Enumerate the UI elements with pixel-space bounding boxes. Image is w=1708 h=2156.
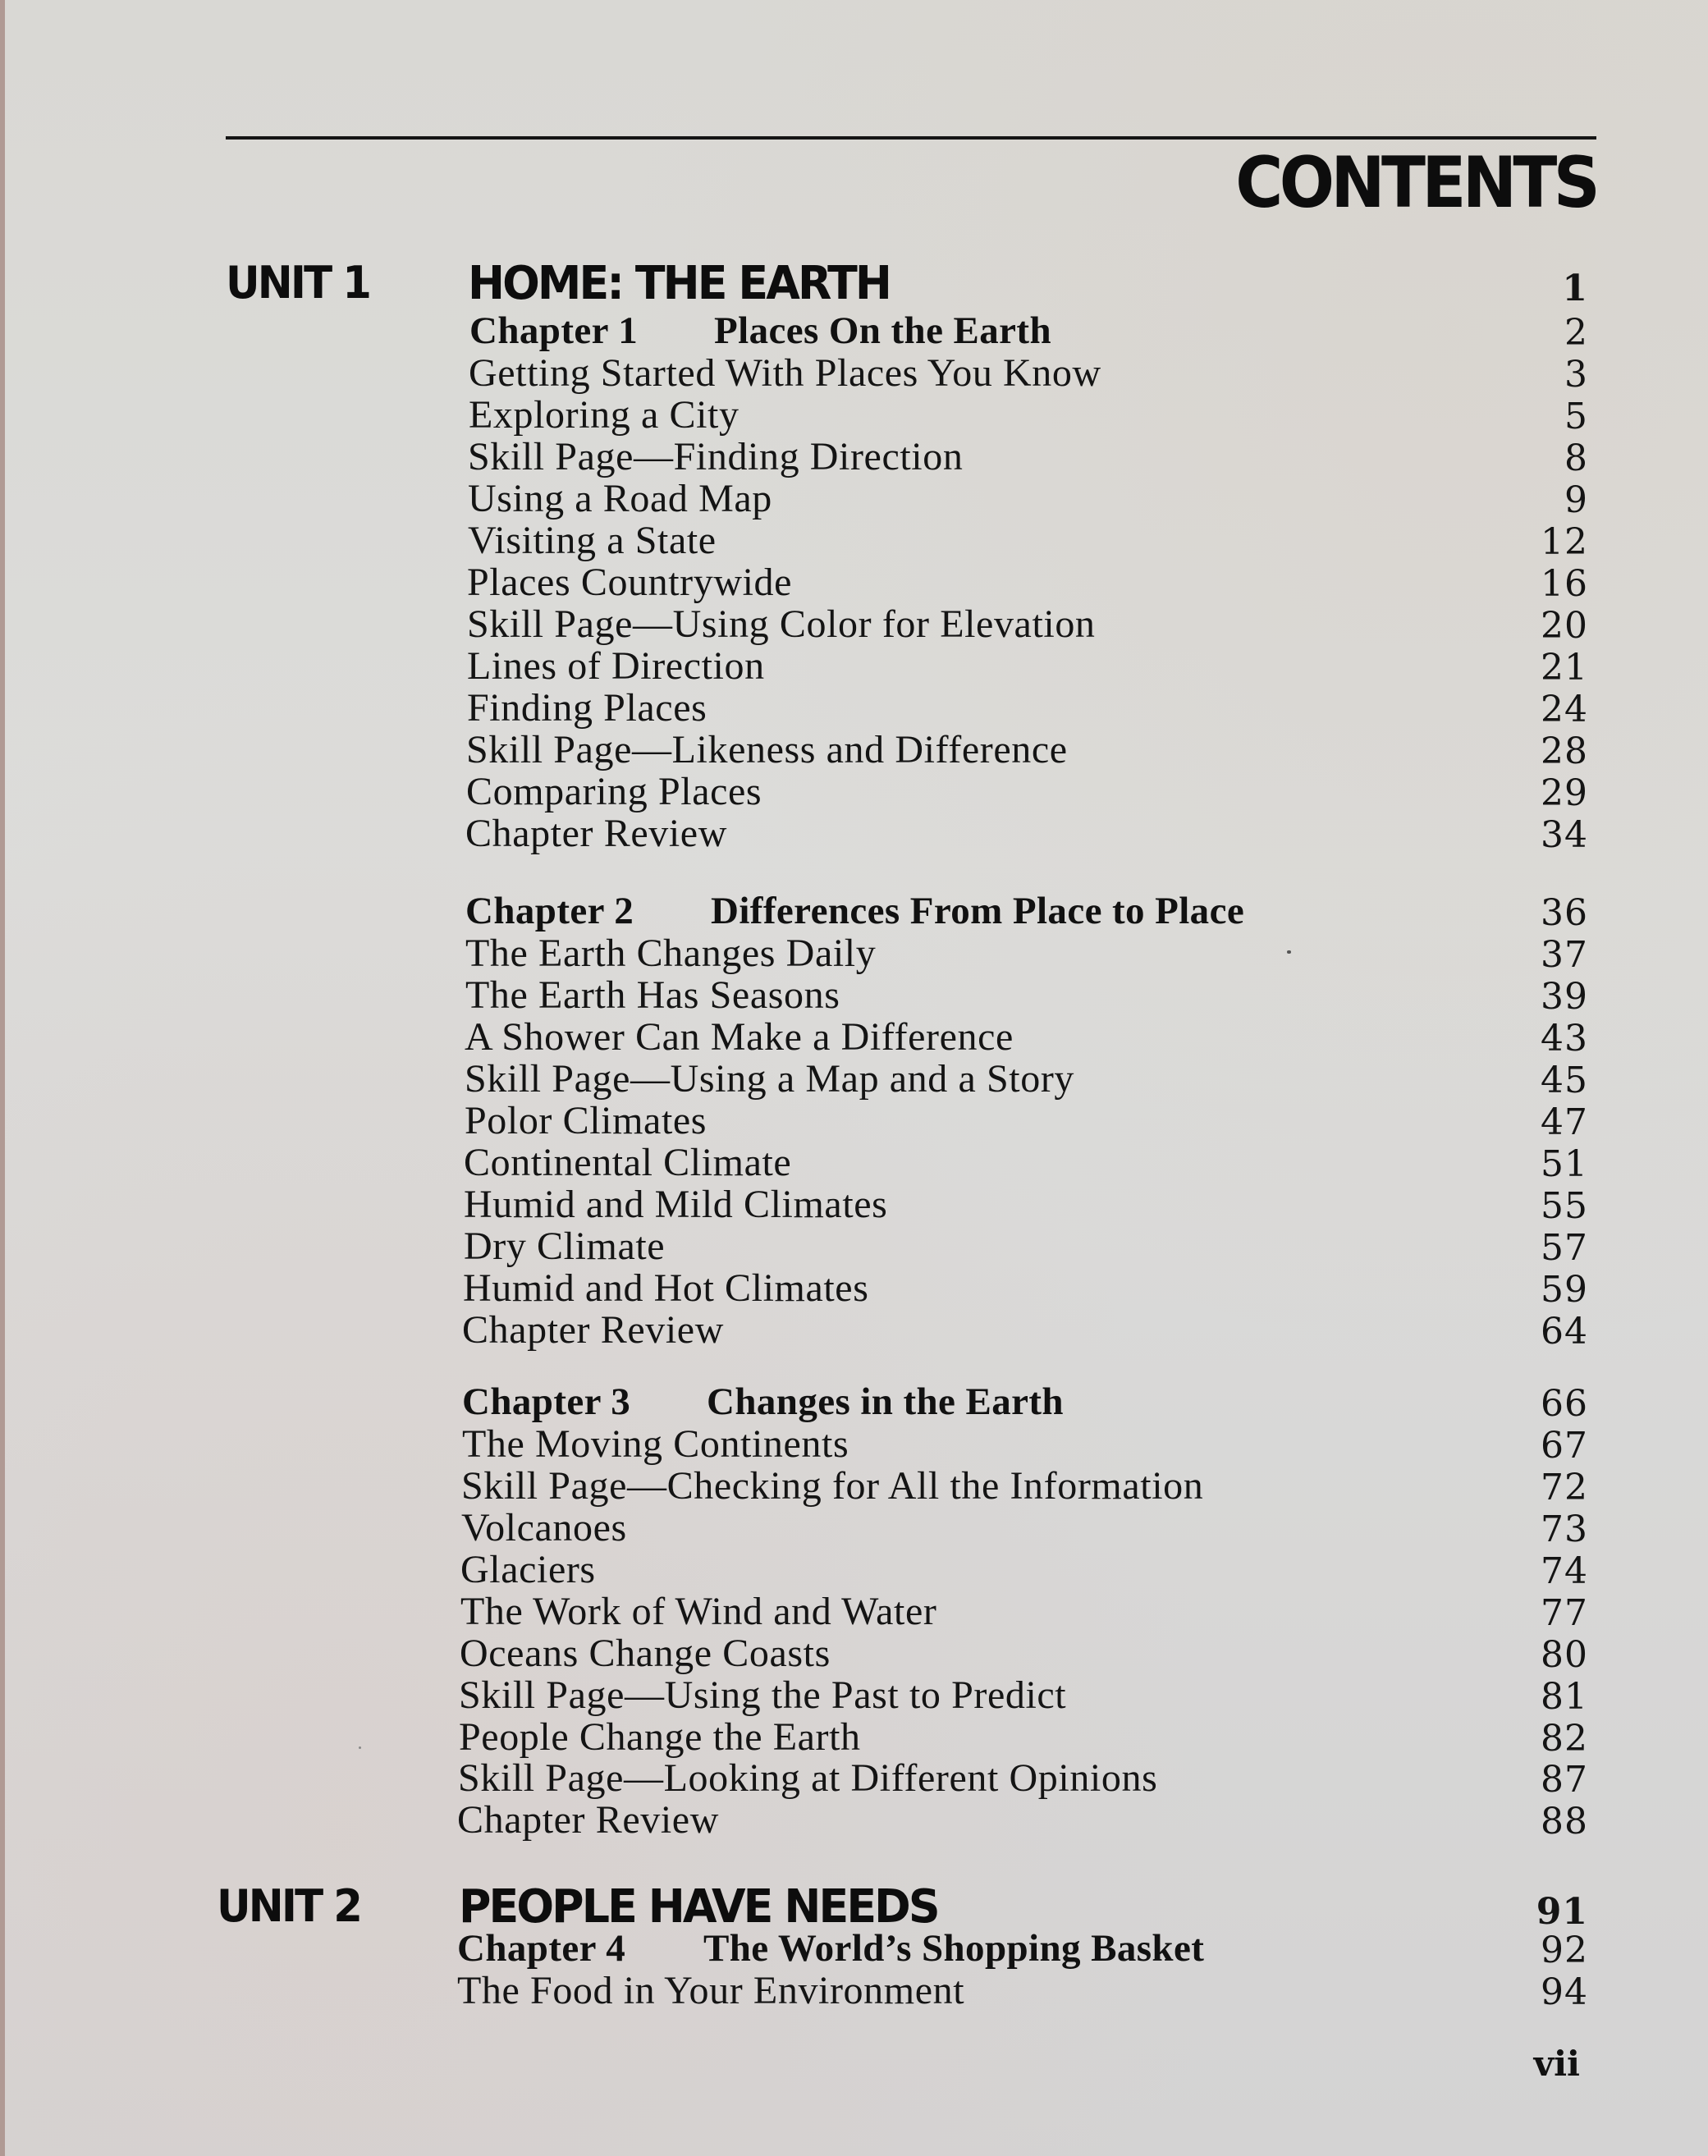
page-number: 87 <box>1541 1759 1588 1801</box>
entry-title: Getting Started With Places You Know <box>469 351 1101 395</box>
page-number: 66 <box>1541 1383 1588 1425</box>
page-number: 47 <box>1541 1101 1588 1143</box>
page-number: 67 <box>1541 1425 1588 1467</box>
page-number: 21 <box>1541 647 1588 689</box>
page-number: 94 <box>1541 1971 1588 2013</box>
page-number: 77 <box>1541 1592 1588 1634</box>
entry-title: The Earth Has Seasons <box>465 973 840 1017</box>
chapter-title: Changes in the Earth <box>707 1380 1064 1423</box>
toc-entry[interactable] <box>0 1715 1708 1760</box>
page-number: 37 <box>1541 934 1588 976</box>
page-number: 12 <box>1541 521 1588 563</box>
entry-title: The Food in Your Environment <box>457 1969 965 2012</box>
page-number: 74 <box>1541 1550 1588 1592</box>
page-number: 36 <box>1541 892 1588 934</box>
toc-entry[interactable] <box>0 1592 1708 1635</box>
page-number: 82 <box>1541 1718 1588 1760</box>
page-number: 55 <box>1541 1185 1588 1227</box>
page-number: 57 <box>1541 1227 1588 1269</box>
entry-title: Using a Road Map <box>468 477 772 520</box>
entry-title: The Moving Continents <box>462 1422 849 1466</box>
toc-entry[interactable] <box>0 393 1708 438</box>
entry-title: Skill Page—Using a Map and a Story <box>465 1057 1075 1101</box>
toc-entry[interactable] <box>0 1143 1708 1186</box>
entry-title: Visiting a State <box>468 519 717 562</box>
entry-title: Skill Page—Likeness and Difference <box>466 728 1068 771</box>
page-number: 73 <box>1541 1508 1588 1550</box>
toc-entry[interactable] <box>0 1971 1708 2014</box>
toc-entry[interactable] <box>0 1266 1708 1311</box>
entry-title: People Change the Earth <box>459 1715 861 1759</box>
entry-title: Humid and Mild Climates <box>464 1183 888 1226</box>
unit-label: UNIT 1 <box>226 257 370 309</box>
top-rule-divider <box>226 136 1596 140</box>
print-speck <box>359 1746 361 1749</box>
toc-entry[interactable] <box>0 973 1708 1018</box>
page-number: 8 <box>1564 437 1588 479</box>
page-number: 2 <box>1564 312 1588 354</box>
page-number: 20 <box>1541 605 1588 647</box>
toc-entry[interactable] <box>0 1422 1708 1467</box>
chapter-row[interactable] <box>0 309 1708 355</box>
entry-title: Skill Page—Checking for All the Information <box>461 1464 1204 1508</box>
entry-title: Places Countrywide <box>467 561 793 604</box>
chapter-title: The World’s Shopping Basket <box>703 1927 1205 1970</box>
entry-title: Exploring a City <box>469 393 740 437</box>
toc-entry[interactable] <box>0 1224 1708 1270</box>
toc-entry[interactable] <box>0 814 1708 857</box>
entry-title: Dry Climate <box>464 1224 666 1268</box>
page-number: 5 <box>1564 396 1588 437</box>
toc-entry[interactable] <box>0 934 1708 977</box>
print-speck <box>1287 950 1291 954</box>
unit-row[interactable] <box>0 1880 1708 1934</box>
page-number: 1 <box>1562 268 1588 309</box>
toc-entry[interactable] <box>0 1508 1708 1551</box>
entry-title: Skill Page—Looking at Different Opinions <box>458 1756 1158 1800</box>
toc-entry[interactable] <box>0 1798 1708 1843</box>
entry-title: Skill Page—Using the Past to Predict <box>459 1673 1067 1717</box>
toc-entry[interactable] <box>0 437 1708 480</box>
entry-title: Lines of Direction <box>467 644 765 688</box>
page-number: 45 <box>1541 1060 1588 1101</box>
chapter-label: Chapter 4 <box>457 1927 626 1970</box>
entry-title: Skill Page—Using Color for Elevation <box>467 602 1096 646</box>
page-number: 16 <box>1541 563 1588 605</box>
entry-title: Chapter Review <box>457 1798 719 1842</box>
page-number: 9 <box>1564 479 1588 521</box>
entry-title: Skill Page—Finding Direction <box>468 435 964 478</box>
toc-entry[interactable] <box>0 1101 1708 1144</box>
chapter-title: Places On the Earth <box>714 309 1051 352</box>
page-number: 91 <box>1536 1891 1588 1933</box>
entry-title: Polor Climates <box>465 1099 707 1142</box>
toc-entry[interactable] <box>0 644 1708 689</box>
toc-entry[interactable] <box>0 1756 1708 1801</box>
chapter-label: Chapter 2 <box>465 890 634 932</box>
page-number: 3 <box>1564 354 1588 396</box>
chapter-title: Differences From Place to Place <box>711 890 1245 932</box>
entry-title: The Work of Wind and Water <box>460 1590 937 1633</box>
toc-entry[interactable] <box>0 602 1708 648</box>
entry-title: Volcanoes <box>461 1506 627 1549</box>
toc-entry[interactable] <box>0 1015 1708 1060</box>
toc-entry[interactable] <box>0 1464 1708 1509</box>
page-number: 24 <box>1541 689 1588 730</box>
entry-title: Oceans Change Coasts <box>460 1632 831 1675</box>
page-number: 92 <box>1541 1929 1588 1971</box>
chapter-row[interactable] <box>0 1380 1708 1426</box>
page-number: 88 <box>1541 1801 1588 1842</box>
toc-entry[interactable] <box>0 686 1708 731</box>
entry-title: Chapter Review <box>462 1308 724 1352</box>
entry-title: The Earth Changes Daily <box>465 932 877 975</box>
unit-label: UNIT 2 <box>217 1880 361 1932</box>
unit-row[interactable] <box>0 257 1708 310</box>
page-title: CONTENTS <box>1235 142 1596 224</box>
chapter-row[interactable] <box>0 892 1708 935</box>
entry-title: A Shower Can Make a Difference <box>465 1015 1014 1059</box>
toc-entry[interactable] <box>0 351 1708 396</box>
entry-title: Chapter Review <box>465 812 727 855</box>
page-number: 51 <box>1541 1143 1588 1185</box>
page-number: 80 <box>1541 1634 1588 1676</box>
page-number: 28 <box>1541 730 1588 772</box>
chapter-row[interactable] <box>0 1929 1708 1972</box>
toc-entry[interactable] <box>0 1185 1708 1228</box>
page-number: 81 <box>1541 1676 1588 1718</box>
page-number: 43 <box>1541 1018 1588 1060</box>
unit-title: PEOPLE HAVE NEEDS <box>459 1880 938 1934</box>
entry-title: Finding Places <box>467 686 707 730</box>
page-number: 59 <box>1541 1269 1588 1311</box>
toc-entry[interactable] <box>0 521 1708 564</box>
toc-entry[interactable] <box>0 1550 1708 1593</box>
page-number: 64 <box>1541 1311 1588 1353</box>
toc-entry[interactable] <box>0 772 1708 815</box>
page-number: 29 <box>1541 772 1588 814</box>
page-number: 39 <box>1541 976 1588 1018</box>
entry-title: Glaciers <box>460 1548 596 1591</box>
toc-entry[interactable] <box>0 563 1708 606</box>
toc-entry[interactable] <box>0 1673 1708 1719</box>
page-number: 72 <box>1541 1467 1588 1508</box>
toc-entry[interactable] <box>0 1308 1708 1353</box>
toc-entry[interactable] <box>0 1634 1708 1677</box>
toc-entry[interactable] <box>0 730 1708 773</box>
entry-title: Continental Climate <box>464 1141 792 1184</box>
page-number: 34 <box>1541 814 1588 856</box>
page-folio-number: vii <box>1533 2044 1580 2084</box>
entry-title: Comparing Places <box>466 770 762 813</box>
chapter-label: Chapter 3 <box>462 1380 631 1423</box>
chapter-label: Chapter 1 <box>469 309 639 352</box>
entry-title: Humid and Hot Climates <box>463 1266 869 1310</box>
toc-entry[interactable] <box>0 1057 1708 1102</box>
toc-entry[interactable] <box>0 479 1708 522</box>
unit-title: HOME: THE EARTH <box>468 257 891 310</box>
